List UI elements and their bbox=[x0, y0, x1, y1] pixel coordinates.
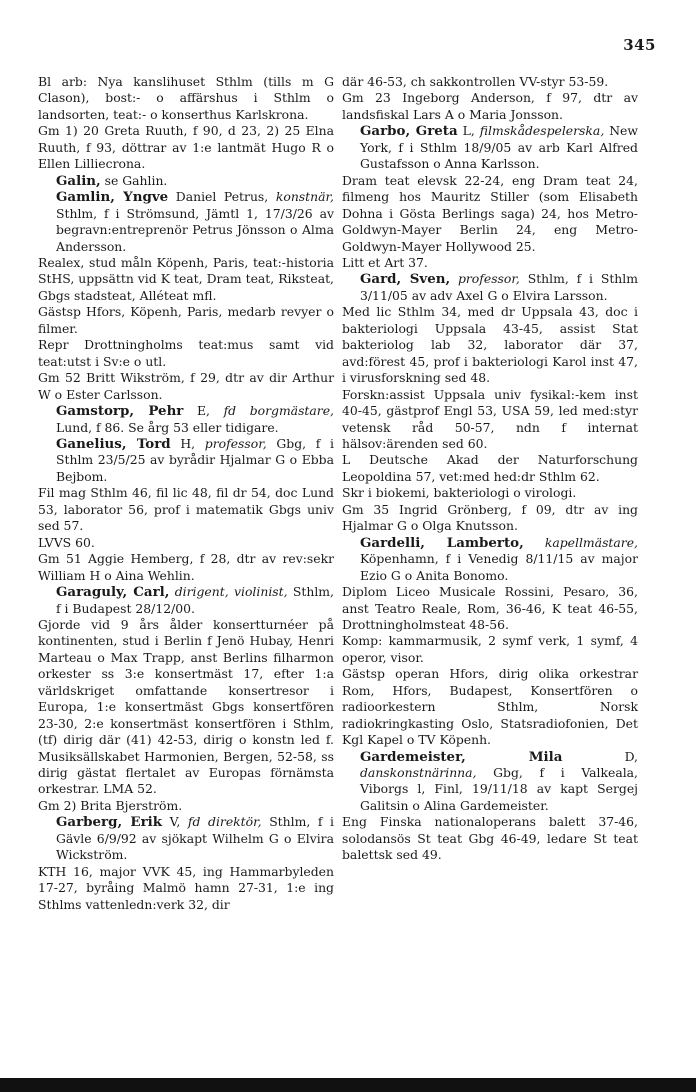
biography-text-line: LVVS 60. bbox=[38, 534, 95, 550]
biography-text-line: Litt et Art 37. bbox=[342, 254, 428, 270]
entry-occupation: fd borgmästare, bbox=[209, 403, 334, 419]
biography-text-line: Gm 2) Brita Bjerström. bbox=[38, 797, 183, 813]
entry-name: Gardemeister, Mila bbox=[360, 748, 563, 765]
biography-text-line: Komp: kammarmusik, 2 symf verk, 1 symf, 4 operor, visor. bbox=[342, 633, 638, 665]
biography-entry-heading bbox=[342, 123, 638, 172]
entry-given-names: H, bbox=[170, 435, 196, 451]
biography-text-line: Gm 52 Britt Wikström, f 29, dtr av dir Arthur W o Ester Carlsson. bbox=[38, 370, 334, 402]
biography-entry-heading bbox=[38, 189, 334, 255]
biography-text-line: Bl arb: Nya kanslihuset Sthlm (tills m G Clason), bost:- o affärshus i Sthlm o landsorten, teat:- o konserthus Karlskrona. bbox=[38, 74, 334, 122]
biography-entry-heading bbox=[38, 173, 334, 189]
entry-name: Galin, bbox=[56, 172, 101, 189]
entry-details: Gbg, f i Valkeala, Viborgs l, Finl, 19/11/18 av kapt Sergej Galitsin o Alina Gardemeister. bbox=[360, 765, 638, 813]
entry-details: Sthlm, f i Gävle 6/9/92 av sjökapt Wilhelm G o Elvira Wickström. bbox=[56, 814, 334, 863]
entry-details: Sthlm, f i Budapest 28/12/00. bbox=[56, 584, 334, 616]
entry-given-names: V, bbox=[162, 814, 181, 830]
biography-text-line: Med lic Sthlm 34, med dr Uppsala 43, doc i bakteriologi Uppsala 43-45, assist Stat bakteriolog lab 32, laborator där 37, avd:förest 45, prof i bakteriologi Karol inst 47, i virusforskning sed 48. bbox=[342, 304, 638, 386]
entry-details: Gbg, f i Sthlm 23/5/25 av byrådir Hjalmar G o Ebba Bejbom. bbox=[56, 435, 334, 484]
biography-text-line: KTH 16, major VVK 45, ing Hammarbyleden 17-27, byråing Malmö hamn 27-31, 1:e ing Sthlms vattenledn:verk 32, dir bbox=[38, 863, 334, 912]
biography-text-line: Diplom Liceo Musicale Rossini, Pesaro, 36, anst Teatro Reale, Rom, 36-46, K teat 46-55, Drottningholmsteat 48-56. bbox=[342, 584, 638, 632]
scan-bottom-edge bbox=[0, 1078, 696, 1092]
entry-occupation: kapellmästare, bbox=[523, 534, 638, 550]
entry-name: Gamstorp, Pehr bbox=[56, 403, 184, 420]
biography-entry-heading bbox=[342, 749, 638, 815]
biography-entry-heading bbox=[38, 403, 334, 436]
biography-text-line: Gm 51 Aggie Hemberg, f 28, dtr av rev:sekr William H o Aina Wehlin. bbox=[38, 551, 334, 583]
biography-text-line: Gästsp Hfors, Köpenh, Paris, medarb revyer o filmer. bbox=[38, 304, 334, 336]
biography-text-line: Skr i biokemi, bakteriologi o virologi. bbox=[342, 485, 577, 501]
left-column bbox=[38, 74, 334, 913]
biography-text-line: Realex, stud måln Köpenh, Paris, teat:-historia StHS, uppsättn vid K teat, Dram teat, Riksteat, Gbgs stadsteat, Alléteat mfl. bbox=[38, 254, 334, 303]
entry-given-names: E, bbox=[183, 403, 210, 419]
entry-occupation: professor, bbox=[450, 271, 520, 287]
biography-entry-heading bbox=[342, 535, 638, 584]
right-column bbox=[342, 74, 638, 864]
entry-given-names: D, bbox=[562, 748, 638, 764]
biography-text-line: Eng Finska nationaloperans balett 37-46, solodansös St teat Gbg 46-49, ledare St teat balettsk sed 49. bbox=[342, 814, 638, 863]
entry-name: Garbo, Greta bbox=[360, 123, 458, 140]
entry-occupation: filmskådespelerska, bbox=[474, 123, 605, 139]
entry-name: Garberg, Erik bbox=[56, 814, 163, 831]
biography-text-line: där 46-53, ch sakkontrollen VV-styr 53-59. bbox=[342, 74, 609, 89]
entry-given-names: se Gahlin. bbox=[100, 172, 168, 188]
entry-name: Gard, Sven, bbox=[360, 271, 451, 288]
biography-entry-heading bbox=[38, 436, 334, 485]
entry-details: Lund, f 86. Se årg 53 eller tidigare. bbox=[56, 419, 279, 435]
biography-text-line: Dram teat elevsk 22-24, eng Dram teat 24, filmeng hos Mauritz Stiller (som Elisabeth Dohna i Gösta Berlings saga) 24, hos Metro-Goldwyn-Mayer Berlin 24, eng Metro-Goldwyn-Mayer Hollywood 25. bbox=[342, 172, 638, 254]
biography-entry-heading bbox=[342, 271, 638, 304]
biography-text-line: Gästsp operan Hfors, dirig olika orkestrar Rom, Hfors, Budapest, Konsertfören o radioorkestern Sthlm, Norsk radiokringkasting Oslo, Statsradiofonien, Det Kgl Kapel o TV Köpenh. bbox=[342, 666, 638, 748]
entry-occupation: dirigent, violinist, bbox=[169, 584, 288, 600]
entry-name: Gardelli, Lamberto, bbox=[360, 534, 524, 551]
entry-given-names: L, bbox=[457, 123, 475, 139]
entry-occupation: professor, bbox=[195, 435, 267, 451]
biography-entry-heading bbox=[38, 584, 334, 617]
biography-text-line: Gm 23 Ingeborg Anderson, f 97, dtr av landsfiskal Lars A o Maria Jonsson. bbox=[342, 90, 638, 122]
entry-details: Sthlm, f i Strömsund, Jämtl 1, 17/3/26 av begravn:entreprenör Petrus Jönsson o Alma Andersson. bbox=[56, 205, 334, 254]
biography-text-line: L Deutsche Akad der Naturforschung Leopoldina 57, vet:med hed:dr Sthlm 62. bbox=[342, 452, 638, 484]
entry-occupation: fd direktör, bbox=[180, 814, 262, 830]
page-number: 345 bbox=[623, 36, 656, 54]
biography-text-line: Repr Drottningholms teat:mus samt vid teat:utst i Sv:e o utl. bbox=[38, 337, 334, 369]
biography-text-line: Gm 1) 20 Greta Ruuth, f 90, d 23, 2) 25 Elna Ruuth, f 93, döttrar av 1:e lantmät Hugo R o Ellen Lilliecrona. bbox=[38, 123, 334, 172]
entry-given-names: Daniel Petrus, bbox=[168, 189, 269, 205]
entry-details: Sthlm, f i Sthlm 3/11/05 av adv Axel G o Elvira Larsson. bbox=[360, 271, 638, 303]
entry-name: Garaguly, Carl, bbox=[56, 584, 170, 601]
biography-text-line: Forskn:assist Uppsala univ fysikal:-kem inst 40-45, gästprof Engl 53, USA 59, led med:styr vetensk råd 50-57, ndn f internat hälsov:ärenden sed 60. bbox=[342, 386, 638, 451]
biography-entry-heading bbox=[38, 814, 334, 863]
biography-text-line: Gm 35 Ingrid Grönberg, f 09, dtr av ing Hjalmar G o Olga Knutsson. bbox=[342, 501, 638, 534]
entry-occupation: konstnär, bbox=[268, 189, 334, 205]
entry-name: Ganelius, Tord bbox=[56, 435, 171, 452]
entry-name: Gamlin, Yngve bbox=[56, 189, 169, 206]
entry-occupation: danskonstnärinna, bbox=[360, 765, 477, 781]
entry-details: Köpenhamn, f i Venedig 8/11/15 av major Ezio G o Anita Bonomo. bbox=[360, 551, 638, 583]
biography-text-line: Gjorde vid 9 års ålder konsertturnéer på kontinenten, stud i Berlin f Jenö Hubay, Henri Marteau o Max Trapp, anst Berlins filharmon orkester ss 3:e konsertmäst 17, efter 1:a världskriget omfattande konsertresor i Europa, 1:e konsertmäst Gbgs konsertfören 23-30, 2:e konsertmäst konsertfören i Sthlm, (tf) dirig där (41) 42-53, dirig o konstn led f. Musiksällskabet Harmonien, Bergen, 52-58, ss dirig gästat flertalet av Europas förnämsta orkestrar. LMA 52. bbox=[38, 616, 334, 797]
biography-text-line: Fil mag Sthlm 46, fil lic 48, fil dr 54, doc Lund 53, laborator 56, prof i matematik Gbgs univ sed 57. bbox=[38, 485, 334, 534]
entry-details: New York, f i Sthlm 18/9/05 av arb Karl Alfred Gustafsson o Anna Karlsson. bbox=[360, 123, 638, 172]
